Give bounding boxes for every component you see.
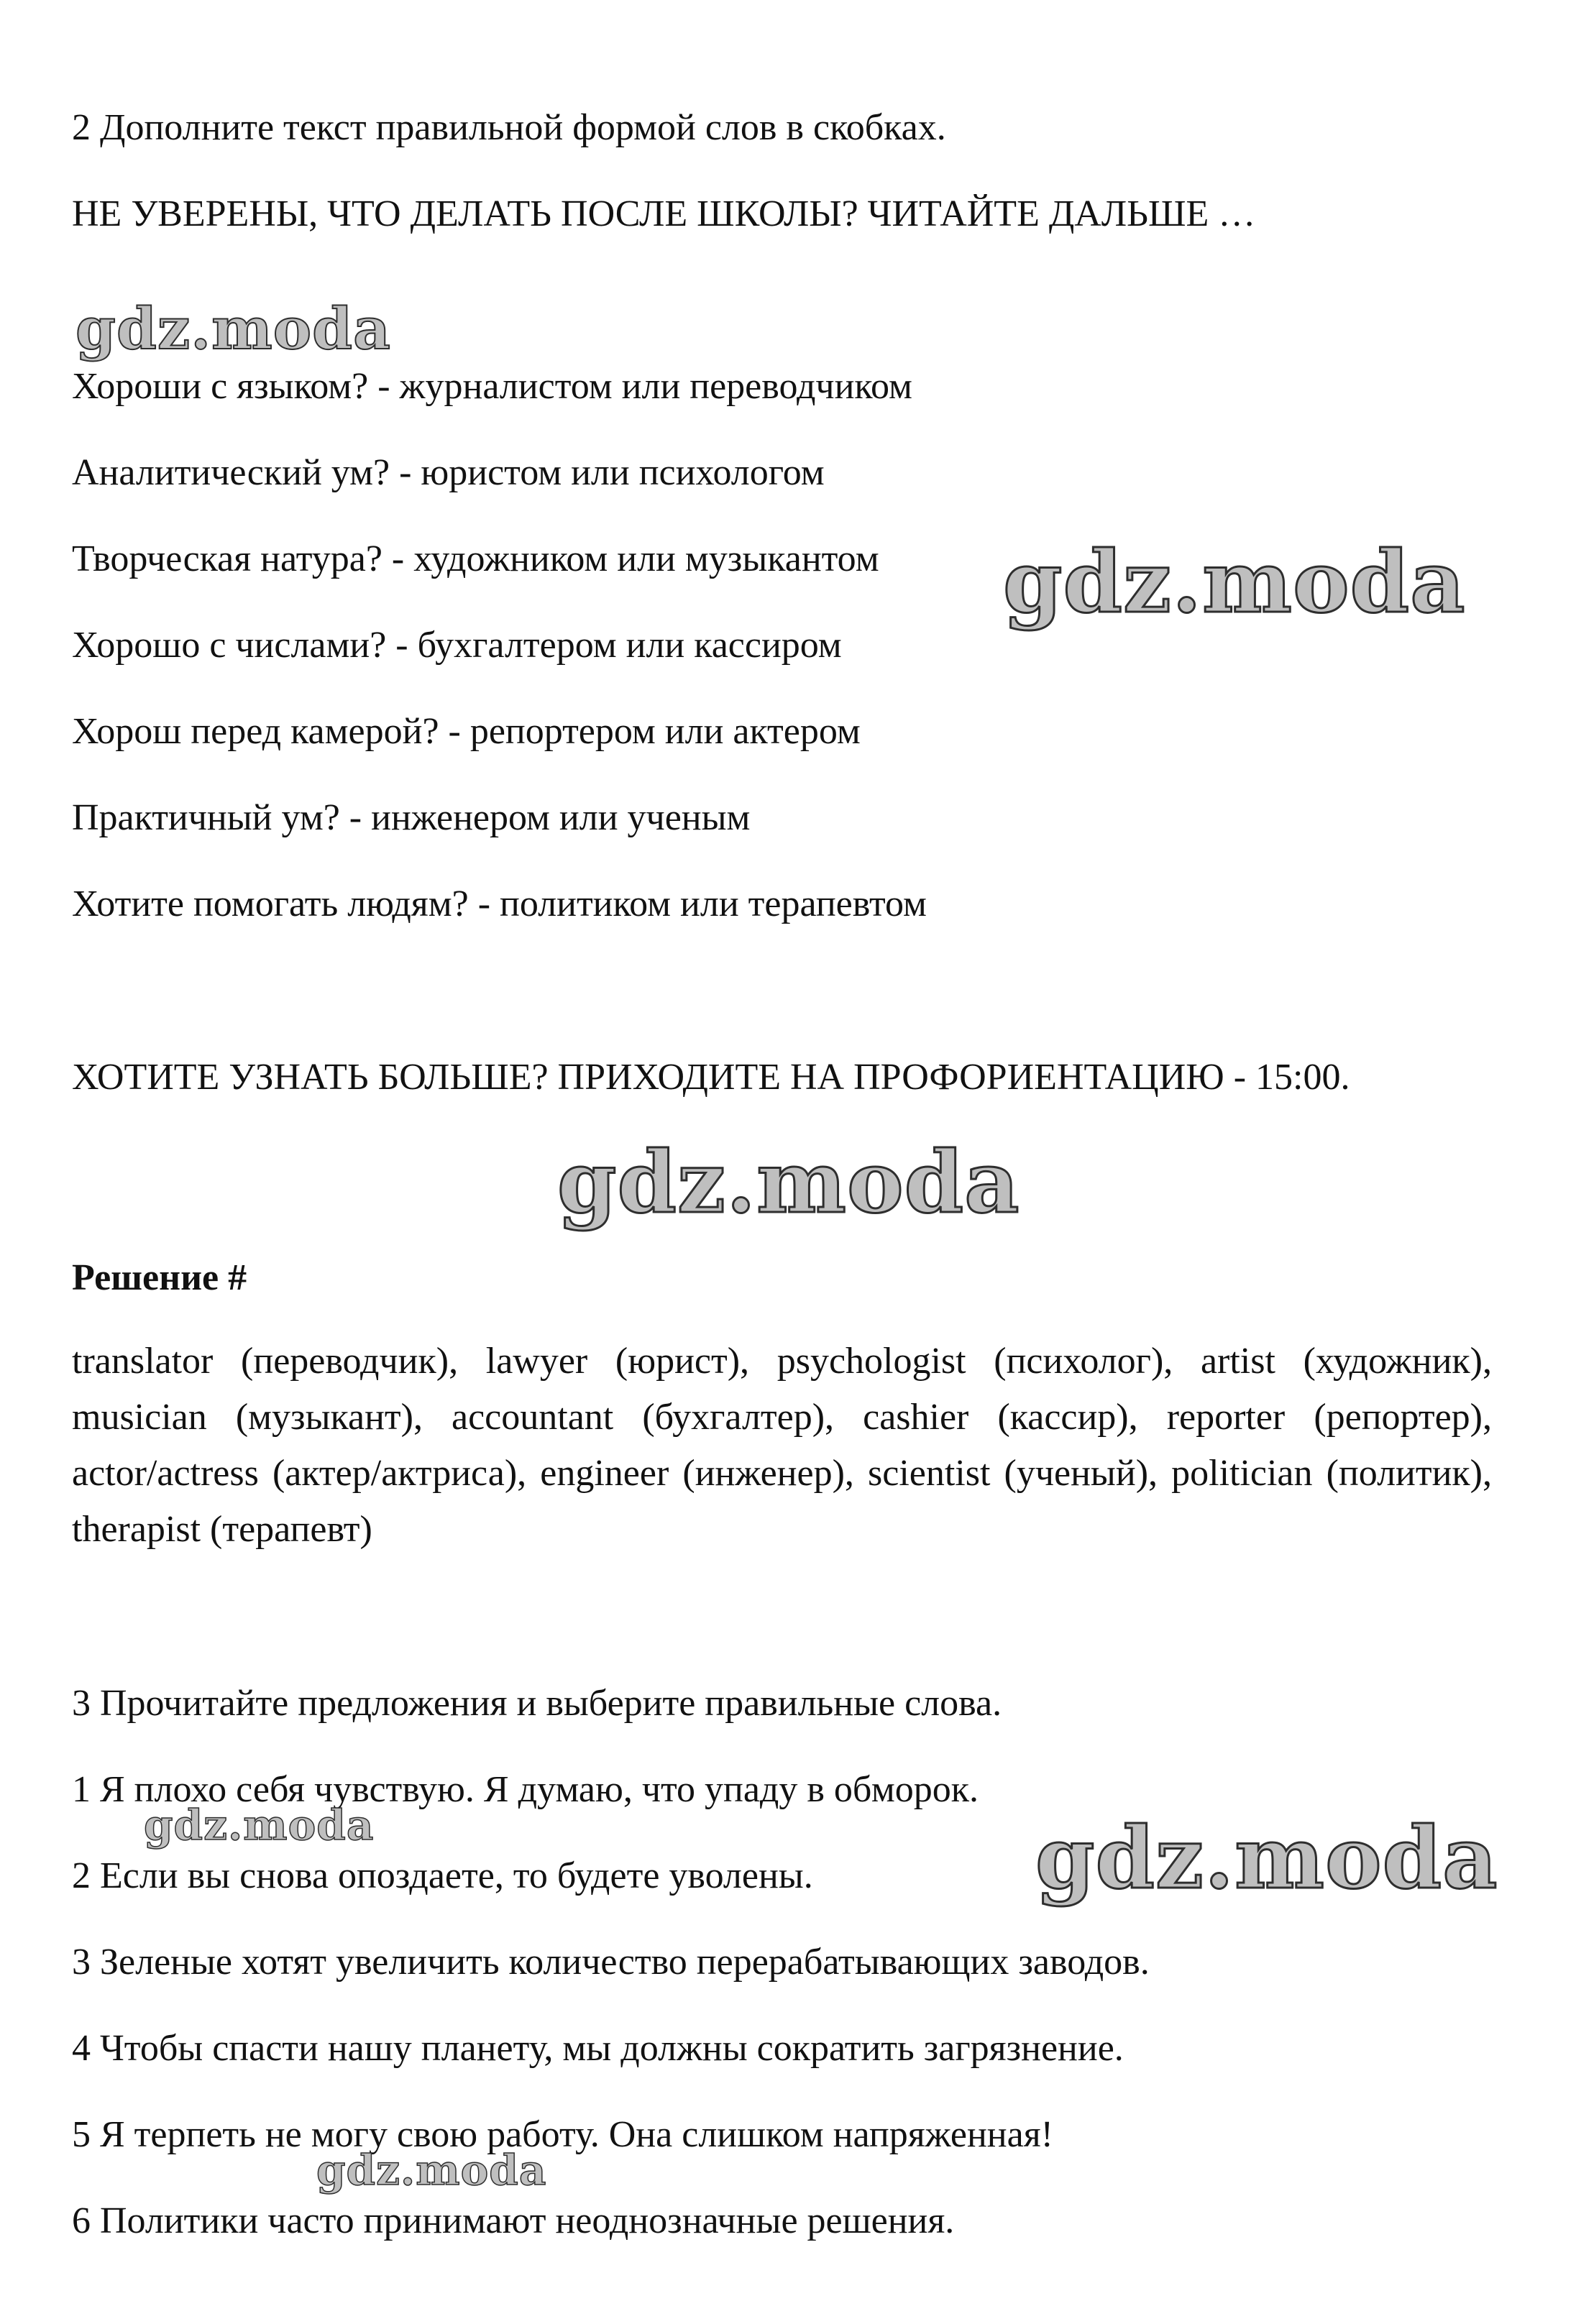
task3-heading: 3 Прочитайте предложения и выберите правильные слова. bbox=[72, 1683, 1002, 1724]
list-item: 3 Зеленые хотят увеличить количество перерабатывающих заводов. bbox=[72, 1942, 1150, 1983]
watermark-logo: gdz.moda bbox=[1003, 532, 1466, 632]
list-item: 1 Я плохо себя чувствую. Я думаю, что упаду в обморок. bbox=[72, 1769, 979, 1810]
list-item: 4 Чтобы спасти нашу планету, мы должны сократить загрязнение. bbox=[72, 2028, 1124, 2069]
watermark-logo: gdz.moda bbox=[75, 295, 391, 362]
list-item: Хороши с языком? - журналистом или переводчиком bbox=[72, 366, 912, 407]
watermark-logo: gdz.moda bbox=[316, 2146, 547, 2195]
list-item: 6 Политики часто принимают неоднозначные решения. bbox=[72, 2200, 955, 2241]
list-item: Хотите помогать людям? - политиком или терапевтом bbox=[72, 883, 927, 924]
solution-text: translator (переводчик), lawyer (юрист), psychologist (психолог), artist (художник), musician (музыкант), accountant (бухгалтер), cashier (кассир), reporter (репортер), actor/actress (актер/актриса), engineer (инженер), scientist (ученый), politician (политик), therapist (терапевт) bbox=[72, 1341, 1492, 1550]
list-item: Хорошо с числами? - бухгалтером или кассиром bbox=[72, 625, 842, 666]
task2-heading: 2 Дополните текст правильной формой слов в скобках. bbox=[72, 107, 946, 148]
list-item: Творческая натура? - художником или музыкантом bbox=[72, 538, 879, 579]
list-item: 5 Я терпеть не могу свою работу. Она слишком напряженная! bbox=[72, 2114, 1053, 2155]
solution-label: Решение # bbox=[72, 1257, 247, 1298]
watermark-logo: gdz.moda bbox=[144, 1801, 375, 1850]
list-item: Хорош перед камерой? - репортером или актером bbox=[72, 711, 861, 752]
task2-banner: НЕ УВЕРЕНЫ, ЧТО ДЕЛАТЬ ПОСЛЕ ШКОЛЫ? ЧИТАЙТЕ ДАЛЬШЕ … bbox=[72, 193, 1256, 234]
list-item: 2 Если вы снова опоздаете, то будете уволены. bbox=[72, 1855, 813, 1896]
task2-closing: ХОТИТЕ УЗНАТЬ БОЛЬШЕ? ПРИХОДИТЕ НА ПРОФОРИЕНТАЦИЮ - 15:00. bbox=[72, 1057, 1350, 1098]
list-item: Аналитический ум? - юристом или психологом bbox=[72, 452, 825, 493]
watermark-logo: gdz.moda bbox=[1035, 1808, 1498, 1908]
list-item: Практичный ум? - инженером или ученым bbox=[72, 797, 751, 838]
watermark-logo: gdz.moda bbox=[557, 1132, 1020, 1232]
